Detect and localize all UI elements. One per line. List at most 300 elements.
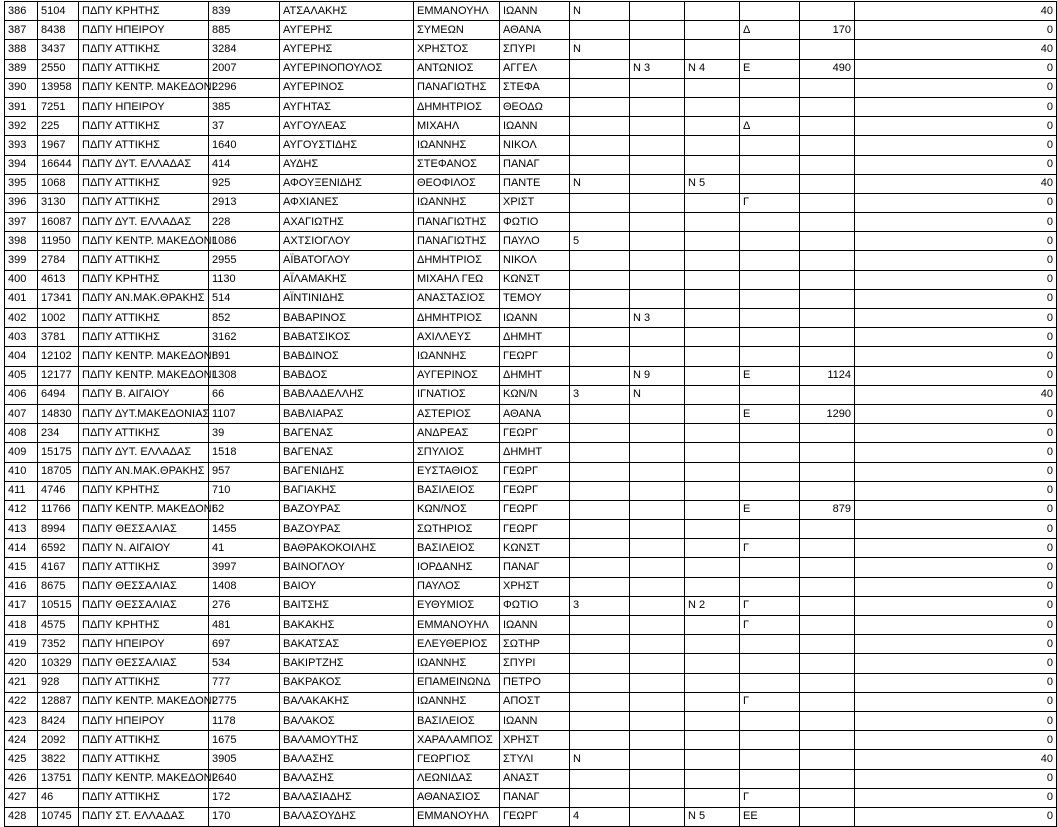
table-cell-name: ΙΩΑΝΝΗΣ [414, 654, 500, 673]
table-cell-f: 0 [855, 270, 1057, 289]
table-cell-e [800, 654, 855, 673]
table-cell-code: 3130 [38, 193, 79, 212]
table-cell-office: ΠΔΠΥ ΚΕΝΤΡ. ΜΑΚΕΔΟΝΙ [79, 347, 209, 366]
table-cell-code: 8424 [38, 711, 79, 730]
table-cell-a [570, 289, 630, 308]
table-cell-c [685, 347, 740, 366]
table-cell-e [800, 731, 855, 750]
table-cell-c [685, 366, 740, 385]
table-cell-b [630, 404, 685, 423]
table-cell-d: Ε [740, 404, 800, 423]
table-cell-e [800, 174, 855, 193]
table-cell-father: ΝΙΚΟΛ [500, 136, 570, 155]
table-cell-f: 40 [855, 40, 1057, 59]
table-cell-surname: ΒΑΚΑΤΣΑΣ [280, 635, 414, 654]
table-cell-b [630, 328, 685, 347]
table-cell-father: ΣΠΥΡΙ [500, 654, 570, 673]
table-row [5, 635, 1057, 654]
table-cell-name: ΣΠΥΛΙΟΣ [414, 443, 500, 462]
table-cell-c [685, 692, 740, 711]
table-cell-b [630, 635, 685, 654]
table-cell-c [685, 213, 740, 232]
table-cell-surname: ΑΧΤΣΙΟΓΛΟΥ [280, 232, 414, 251]
table-cell-no: 399 [5, 251, 38, 270]
table-cell-e [800, 270, 855, 289]
table-cell-e [800, 289, 855, 308]
table-cell-surname: ΒΑΛΑΚΑΚΗΣ [280, 692, 414, 711]
table-cell-c [685, 481, 740, 500]
table-cell-a [570, 558, 630, 577]
table-cell-d: Ε [740, 59, 800, 78]
table-cell-father: ΑΘΑΝΑ [500, 21, 570, 40]
table-cell-name: ΒΑΣΙΛΕΙΟΣ [414, 711, 500, 730]
table-cell-e [800, 769, 855, 788]
table-cell-code: 6592 [38, 539, 79, 558]
table-cell-e [800, 424, 855, 443]
table-cell-office: ΠΔΠΥ ΔΥΤ. ΕΛΛΑΔΑΣ [79, 155, 209, 174]
table-row [5, 616, 1057, 635]
table-cell-b [630, 117, 685, 136]
table-cell-f: 0 [855, 443, 1057, 462]
table-cell-e [800, 481, 855, 500]
table-cell-amount: 1086 [209, 232, 280, 251]
table-cell-code: 3781 [38, 328, 79, 347]
table-cell-b [630, 97, 685, 116]
table-cell-d: Γ [740, 193, 800, 212]
table-cell-name: ΔΗΜΗΤΡΙΟΣ [414, 251, 500, 270]
table-cell-c [685, 21, 740, 40]
table-cell-a [570, 500, 630, 519]
table-cell-father: ΣΠΥΡΙ [500, 40, 570, 59]
table-cell-father: ΙΩΑΝΝ [500, 309, 570, 328]
table-cell-surname: ΒΑΒΔΟΣ [280, 366, 414, 385]
table-cell-b [630, 769, 685, 788]
table-cell-surname: ΑΥΓΕΡΙΝΟΣ [280, 78, 414, 97]
table-cell-amount: 62 [209, 500, 280, 519]
table-cell-f: 0 [855, 97, 1057, 116]
table-row [5, 462, 1057, 481]
table-cell-name: ΣΤΕΦΑΝΟΣ [414, 155, 500, 174]
table-cell-a: Ν [570, 174, 630, 193]
table-cell-f: 0 [855, 232, 1057, 251]
table-cell-office: ΠΔΠΥ ΗΠΕΙΡΟΥ [79, 635, 209, 654]
table-cell-e [800, 692, 855, 711]
table-cell-f: 0 [855, 347, 1057, 366]
table-cell-e: 490 [800, 59, 855, 78]
table-cell-surname: ΒΑΖΟΥΡΑΣ [280, 500, 414, 519]
table-cell-office: ΠΔΠΥ ΑΝ.ΜΑΚ.ΘΡΑΚΗΣ [79, 462, 209, 481]
table-cell-a: Ν [570, 750, 630, 769]
table-cell-d: Γ [740, 616, 800, 635]
table-cell-name: ΙΩΑΝΝΗΣ [414, 692, 500, 711]
table-cell-d: Δ [740, 21, 800, 40]
table-cell-f: 0 [855, 539, 1057, 558]
table-cell-b [630, 558, 685, 577]
table-cell-b [630, 424, 685, 443]
table-cell-no: 409 [5, 443, 38, 462]
table-cell-father: ΙΩΑΝΝ [500, 616, 570, 635]
table-cell-amount: 885 [209, 21, 280, 40]
table-cell-father: ΚΩΝΣΤ [500, 539, 570, 558]
table-cell-amount: 170 [209, 807, 280, 826]
table-cell-amount: 2296 [209, 78, 280, 97]
table-cell-c [685, 251, 740, 270]
table-cell-code: 3437 [38, 40, 79, 59]
table-cell-amount: 1107 [209, 404, 280, 423]
table-cell-no: 422 [5, 692, 38, 711]
table-cell-d [740, 347, 800, 366]
table-cell-surname: ΒΑΛΑΣΗΣ [280, 769, 414, 788]
table-cell-b [630, 596, 685, 615]
table-cell-name: ΔΗΜΗΤΡΙΟΣ [414, 309, 500, 328]
table-cell-no: 421 [5, 673, 38, 692]
table-cell-b [630, 520, 685, 539]
table-cell-name: ΧΡΗΣΤΟΣ [414, 40, 500, 59]
table-cell-b [630, 347, 685, 366]
table-cell-c [685, 97, 740, 116]
table-cell-amount: 1408 [209, 577, 280, 596]
table-cell-amount: 925 [209, 174, 280, 193]
table-cell-father: ΓΕΩΡΓ [500, 807, 570, 826]
table-cell-office: ΠΔΠΥ ΑΤΤΙΚΗΣ [79, 309, 209, 328]
table-cell-office: ΠΔΠΥ ΗΠΕΙΡΟΥ [79, 21, 209, 40]
table-cell-e: 1290 [800, 404, 855, 423]
table-cell-code: 1068 [38, 174, 79, 193]
table-row [5, 2, 1057, 21]
records-table [4, 1, 1057, 827]
table-cell-office: ΠΔΠΥ ΑΤΤΙΚΗΣ [79, 251, 209, 270]
table-cell-amount: 39 [209, 424, 280, 443]
table-row [5, 692, 1057, 711]
records-body [5, 2, 1057, 827]
table-cell-code: 17341 [38, 289, 79, 308]
table-cell-d [740, 328, 800, 347]
table-cell-c [685, 193, 740, 212]
table-cell-amount: 1455 [209, 520, 280, 539]
table-cell-d [740, 711, 800, 730]
table-cell-code: 225 [38, 117, 79, 136]
table-cell-surname: ΒΑΓΕΝΑΣ [280, 424, 414, 443]
table-cell-f: 0 [855, 404, 1057, 423]
table-row [5, 193, 1057, 212]
table-cell-e [800, 117, 855, 136]
table-cell-name: ΙΟΡΔΑΝΗΣ [414, 558, 500, 577]
table-cell-no: 412 [5, 500, 38, 519]
table-cell-surname: ΑΦΟΥΞΕΝΙΔΗΣ [280, 174, 414, 193]
table-cell-office: ΠΔΠΥ ΑΤΤΙΚΗΣ [79, 136, 209, 155]
table-cell-code: 13958 [38, 78, 79, 97]
table-cell-f: 0 [855, 462, 1057, 481]
table-cell-a [570, 251, 630, 270]
table-cell-c [685, 788, 740, 807]
table-cell-father: ΑΘΑΝΑ [500, 404, 570, 423]
table-cell-no: 391 [5, 97, 38, 116]
table-cell-code: 11950 [38, 232, 79, 251]
table-cell-father: ΓΕΩΡΓ [500, 500, 570, 519]
table-row [5, 520, 1057, 539]
table-cell-amount: 1518 [209, 443, 280, 462]
table-cell-amount: 710 [209, 481, 280, 500]
table-cell-d [740, 213, 800, 232]
table-cell-b [630, 616, 685, 635]
table-cell-code: 16644 [38, 155, 79, 174]
table-cell-b [630, 539, 685, 558]
table-cell-no: 395 [5, 174, 38, 193]
table-cell-code: 8438 [38, 21, 79, 40]
table-cell-no: 390 [5, 78, 38, 97]
table-cell-father: ΚΩΝ/Ν [500, 385, 570, 404]
table-cell-d: Ε [740, 500, 800, 519]
table-cell-code: 10745 [38, 807, 79, 826]
table-cell-no: 397 [5, 213, 38, 232]
table-cell-e [800, 78, 855, 97]
table-cell-a [570, 654, 630, 673]
table-cell-surname: ΑΦΧΙΑΝΕΣ [280, 193, 414, 212]
table-cell-father: ΙΩΑΝΝ [500, 117, 570, 136]
table-cell-c [685, 40, 740, 59]
table-cell-no: 388 [5, 40, 38, 59]
table-cell-father: ΔΗΜΗΤ [500, 366, 570, 385]
table-cell-name: ΒΑΣΙΛΕΙΟΣ [414, 481, 500, 500]
table-cell-f: 0 [855, 78, 1057, 97]
table-cell-name: ΙΓΝΑΤΙΟΣ [414, 385, 500, 404]
table-cell-b [630, 40, 685, 59]
table-cell-no: 403 [5, 328, 38, 347]
table-cell-surname: ΒΑΙΝΟΓΛΟΥ [280, 558, 414, 577]
table-cell-office: ΠΔΠΥ Β. ΑΙΓΑΙΟΥ [79, 385, 209, 404]
table-cell-office: ΠΔΠΥ ΘΕΣΣΑΛΙΑΣ [79, 577, 209, 596]
table-cell-f: 0 [855, 616, 1057, 635]
table-cell-a: 5 [570, 232, 630, 251]
table-cell-name: ΜΙΧΑΗΛ [414, 117, 500, 136]
table-row [5, 769, 1057, 788]
table-cell-no: 401 [5, 289, 38, 308]
table-cell-office: ΠΔΠΥ ΚΕΝΤΡ. ΜΑΚΕΔΟΝΙ [79, 769, 209, 788]
table-cell-c [685, 635, 740, 654]
table-cell-e [800, 616, 855, 635]
table-cell-b: Ν 3 [630, 59, 685, 78]
table-row [5, 213, 1057, 232]
table-cell-no: 417 [5, 596, 38, 615]
table-cell-name: ΕΥΣΤΑΘΙΟΣ [414, 462, 500, 481]
table-cell-d [740, 769, 800, 788]
table-cell-amount: 891 [209, 347, 280, 366]
table-cell-d [740, 155, 800, 174]
table-cell-d [740, 520, 800, 539]
table-cell-e [800, 577, 855, 596]
table-cell-amount: 3284 [209, 40, 280, 59]
table-cell-office: ΠΔΠΥ ΘΕΣΣΑΛΙΑΣ [79, 596, 209, 615]
table-cell-d [740, 309, 800, 328]
table-cell-d [740, 750, 800, 769]
table-cell-a: Ν [570, 40, 630, 59]
table-cell-amount: 852 [209, 309, 280, 328]
table-cell-amount: 1640 [209, 136, 280, 155]
table-row [5, 807, 1057, 826]
table-cell-office: ΠΔΠΥ ΑΤΤΙΚΗΣ [79, 558, 209, 577]
table-cell-office: ΠΔΠΥ ΘΕΣΣΑΛΙΑΣ [79, 520, 209, 539]
table-cell-amount: 1178 [209, 711, 280, 730]
table-cell-office: ΠΔΠΥ ΑΤΤΙΚΗΣ [79, 673, 209, 692]
table-cell-a [570, 577, 630, 596]
table-cell-name: ΕΛΕΥΘΕΡΙΟΣ [414, 635, 500, 654]
table-cell-name: ΒΑΣΙΛΕΙΟΣ [414, 539, 500, 558]
table-cell-amount: 2775 [209, 692, 280, 711]
table-cell-father: ΣΤΥΛΙ [500, 750, 570, 769]
table-cell-amount: 839 [209, 2, 280, 21]
table-cell-a [570, 404, 630, 423]
table-cell-b [630, 213, 685, 232]
table-cell-name: ΓΕΩΡΓΙΟΣ [414, 750, 500, 769]
table-cell-no: 386 [5, 2, 38, 21]
table-cell-a [570, 711, 630, 730]
table-row [5, 136, 1057, 155]
table-cell-f: 40 [855, 2, 1057, 21]
table-cell-surname: ΒΑΒΑΡΙΝΟΣ [280, 309, 414, 328]
table-cell-name: ΜΙΧΑΗΛ ΓΕΩ [414, 270, 500, 289]
table-cell-amount: 3997 [209, 558, 280, 577]
table-cell-amount: 3162 [209, 328, 280, 347]
table-cell-e [800, 443, 855, 462]
table-cell-code: 46 [38, 788, 79, 807]
table-cell-f: 0 [855, 21, 1057, 40]
table-cell-name: ΔΗΜΗΤΡΙΟΣ [414, 97, 500, 116]
table-row [5, 289, 1057, 308]
table-cell-amount: 777 [209, 673, 280, 692]
table-cell-f: 0 [855, 289, 1057, 308]
table-cell-f: 0 [855, 213, 1057, 232]
table-cell-code: 7352 [38, 635, 79, 654]
table-cell-office: ΠΔΠΥ ΚΡΗΤΗΣ [79, 2, 209, 21]
table-cell-name: ΕΥΘΥΜΙΟΣ [414, 596, 500, 615]
table-cell-c [685, 270, 740, 289]
table-cell-a [570, 769, 630, 788]
table-cell-a [570, 21, 630, 40]
table-cell-amount: 172 [209, 788, 280, 807]
table-row [5, 577, 1057, 596]
table-cell-e [800, 711, 855, 730]
table-cell-a [570, 366, 630, 385]
table-cell-no: 398 [5, 232, 38, 251]
table-cell-code: 14830 [38, 404, 79, 423]
table-cell-office: ΠΔΠΥ ΑΝ.ΜΑΚ.ΘΡΑΚΗΣ [79, 289, 209, 308]
table-cell-surname: ΒΑΘΡΑΚΟΚΟΙΛΗΣ [280, 539, 414, 558]
table-cell-name: ΣΥΜΕΩΝ [414, 21, 500, 40]
table-cell-code: 12887 [38, 692, 79, 711]
table-cell-f: 0 [855, 328, 1057, 347]
table-cell-amount: 3905 [209, 750, 280, 769]
table-cell-code: 928 [38, 673, 79, 692]
table-cell-b [630, 654, 685, 673]
table-cell-father: ΝΙΚΟΛ [500, 251, 570, 270]
table-cell-c: Ν 5 [685, 174, 740, 193]
table-cell-b [630, 289, 685, 308]
table-cell-no: 393 [5, 136, 38, 155]
table-cell-name: ΧΑΡΑΛΑΜΠΟΣ [414, 731, 500, 750]
table-cell-code: 8994 [38, 520, 79, 539]
table-cell-c [685, 520, 740, 539]
table-row [5, 596, 1057, 615]
table-cell-c: Ν 4 [685, 59, 740, 78]
table-cell-office: ΠΔΠΥ ΔΥΤ.ΜΑΚΕΔΟΝΙΑΣ [79, 404, 209, 423]
table-cell-father: ΠΑΝΑΓ [500, 155, 570, 174]
table-cell-code: 4613 [38, 270, 79, 289]
table-cell-f: 0 [855, 309, 1057, 328]
table-cell-surname: ΒΑΒΑΤΣΙΚΟΣ [280, 328, 414, 347]
table-cell-name: ΙΩΑΝΝΗΣ [414, 193, 500, 212]
table-cell-b: Ν [630, 385, 685, 404]
table-cell-amount: 697 [209, 635, 280, 654]
table-cell-b [630, 711, 685, 730]
table-cell-office: ΠΔΠΥ ΚΕΝΤΡ. ΜΑΚΕΔΟΝΙ [79, 78, 209, 97]
table-cell-surname: ΒΑΛΑΣΟΥΔΗΣ [280, 807, 414, 826]
table-cell-a [570, 673, 630, 692]
table-cell-e [800, 347, 855, 366]
table-cell-name: ΑΣΤΕΡΙΟΣ [414, 404, 500, 423]
table-cell-surname: ΑΪΝΤΙΝΙΔΗΣ [280, 289, 414, 308]
table-cell-e [800, 309, 855, 328]
table-row [5, 539, 1057, 558]
table-cell-b: Ν 9 [630, 366, 685, 385]
table-cell-father: ΓΕΩΡΓ [500, 520, 570, 539]
table-cell-e [800, 462, 855, 481]
table-cell-d: ΕΕ [740, 807, 800, 826]
table-cell-c: Ν 2 [685, 596, 740, 615]
table-cell-surname: ΑΥΓΟΥΣΤΙΔΗΣ [280, 136, 414, 155]
table-cell-no: 389 [5, 59, 38, 78]
table-cell-d: Ε [740, 366, 800, 385]
table-cell-a [570, 155, 630, 174]
table-cell-no: 406 [5, 385, 38, 404]
table-cell-code: 4575 [38, 616, 79, 635]
table-cell-b [630, 443, 685, 462]
table-cell-no: 411 [5, 481, 38, 500]
table-cell-name: ΑΝΑΣΤΑΣΙΟΣ [414, 289, 500, 308]
table-cell-d [740, 577, 800, 596]
table-cell-name: ΑΝΔΡΕΑΣ [414, 424, 500, 443]
table-cell-no: 396 [5, 193, 38, 212]
table-row [5, 788, 1057, 807]
table-cell-a [570, 788, 630, 807]
table-cell-code: 16087 [38, 213, 79, 232]
table-cell-father: ΓΕΩΡΓ [500, 481, 570, 500]
table-cell-office: ΠΔΠΥ ΑΤΤΙΚΗΣ [79, 788, 209, 807]
table-cell-b [630, 21, 685, 40]
table-cell-f: 0 [855, 769, 1057, 788]
table-cell-father: ΑΠΟΣΤ [500, 692, 570, 711]
table-cell-d [740, 232, 800, 251]
table-cell-no: 427 [5, 788, 38, 807]
table-cell-amount: 534 [209, 654, 280, 673]
table-cell-office: ΠΔΠΥ ΗΠΕΙΡΟΥ [79, 97, 209, 116]
table-cell-f: 40 [855, 750, 1057, 769]
table-cell-b [630, 232, 685, 251]
table-cell-office: ΠΔΠΥ ΘΕΣΣΑΛΙΑΣ [79, 654, 209, 673]
table-cell-surname: ΒΑΛΑΣΙΑΔΗΣ [280, 788, 414, 807]
table-cell-code: 7251 [38, 97, 79, 116]
table-cell-surname: ΒΑΚΡΑΚΟΣ [280, 673, 414, 692]
table-cell-d [740, 78, 800, 97]
table-cell-c: Ν 5 [685, 807, 740, 826]
table-cell-d [740, 174, 800, 193]
table-cell-a: 3 [570, 385, 630, 404]
table-cell-a [570, 193, 630, 212]
table-cell-d: Γ [740, 539, 800, 558]
table-cell-f: 0 [855, 117, 1057, 136]
table-cell-name: ΑΧΙΛΛΕΥΣ [414, 328, 500, 347]
table-cell-f: 0 [855, 155, 1057, 174]
table-cell-father: ΣΤΕΦΑ [500, 78, 570, 97]
